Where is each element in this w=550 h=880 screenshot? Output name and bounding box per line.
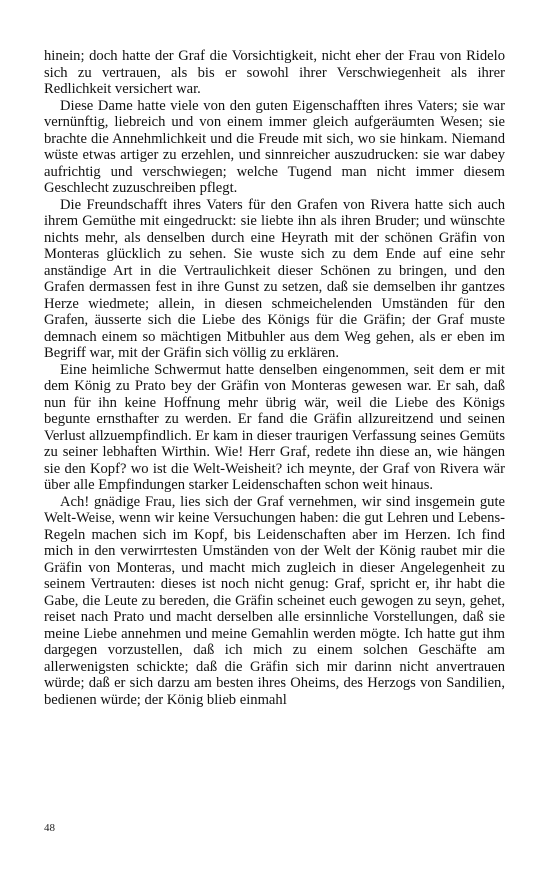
paragraph-5: Ach! gnädige Frau, lies sich der Graf vernehmen, wir sind insgemein gute Welt-Weise, wenn wir keine Versuchungen haben: die gut Lehren und Lebens-Regeln machen sich im Kopf, bis Leidenschaften aber im Herzen. Ich find mich in den verwirrtesten Umständen von der Welt der König raubet mir die Gräfin von Monteras, und macht mich zugleich in dieser Angelegenheit zu seinem Vertrauten: dieses ist noch nicht genug: Graf, spricht er, ihr habt die Gabe, die Leute zu bereden, die Gräfin scheinet euch gewogen zu seyn, gehet, reiset nach Prato und macht derselben alle ersinnliche Vorstellungen, daß sie meine Liebe annehmen und meine Gemahlin werden mögte. Ich hatte gut ihm dargegen vorzustellen, daß ich mich zu einem solchen Geschäfte am allerwenigsten schickte; daß die Gräfin sich mir darinn nicht anvertrauen würde; daß er sich darzu am besten ihres Oheims, des Herzogs von Sandilien, bedienen würde; der König blieb einmahl [44, 493, 505, 708]
page-number: 48 [44, 822, 55, 834]
paragraph-4: Eine heimliche Schwermut hatte denselben eingenommen, seit dem er mit dem König zu Prato bey der Gräfin von Monteras gewesen war. Er sah, daß nun für ihn keine Hoffnung mehr übrig wär, weil die Liebe des Königs begunte ernsthafter zu werden. Er fand die Gräfin allzureitzend und seinen Verlust allzuempfindlich. Er kam in dieser traurigen Verfassung seines Gemüts zu seiner lebhaften Wirthin. Wie! Herr Graf, redete ihn diese an, wie hängen sie den Kopf? wo ist die Welt-Weisheit? ich meynte, der Graf von Rivera wär über alle Empfindungen starker Leidenschaften schon weit hinaus. [44, 361, 505, 493]
paragraph-3: Die Freundschafft ihres Vaters für den Grafen von Rivera hatte sich auch ihrem Gemüthe mit eingedruckt: sie liebte ihn als ihren Bruder; und wünschte nichts mehr, als denselben durch eine Heyrath mit der schönen Gräfin von Monteras glücklich zu sehen. Sie wuste sich zu dem Ende auf eine sehr anständige Art in die Vertraulichkeit dieser Schönen zu bringen, und den Grafen dermassen fest in ihre Gunst zu setzen, daß sie demselben ihr gantzes Herze wiedmete; allein, in diesen schmeichelenden Umständen für den Grafen, äusserte sich die Liebe des Königs für die Gräfin; der Graf muste demnach einem so mächtigen Mitbuhler aus dem Weg gehen, als er eben im Begriff war, mit der Gräfin sich völlig zu erklären. [44, 196, 505, 361]
body-text [44, 48, 505, 708]
paragraph-2: Diese Dame hatte viele von den guten Eigenschafften ihres Vaters; sie war vernünftig, liebreich und von einem immer gleich aufgeräumten Wesen; sie brachte die Annehmlichkeit und die Freude mit sich, wo sie hinkam. Niemand wüste etwas artiger zu erzehlen, und sinnreicher auszudrucken: sie war dabey aufrichtig und verschwiegen; welche Tugend man nicht immer diesem Geschlecht zuzuschreiben pflegt. [44, 97, 505, 196]
paragraph-1: hinein; doch hatte der Graf die Vorsichtigkeit, nicht eher der Frau von Ridelo sich zu vertrauen, als bis er sowohl ihrer Verschwiegenheit als ihrer Redlichkeit versichert war. [44, 48, 505, 97]
